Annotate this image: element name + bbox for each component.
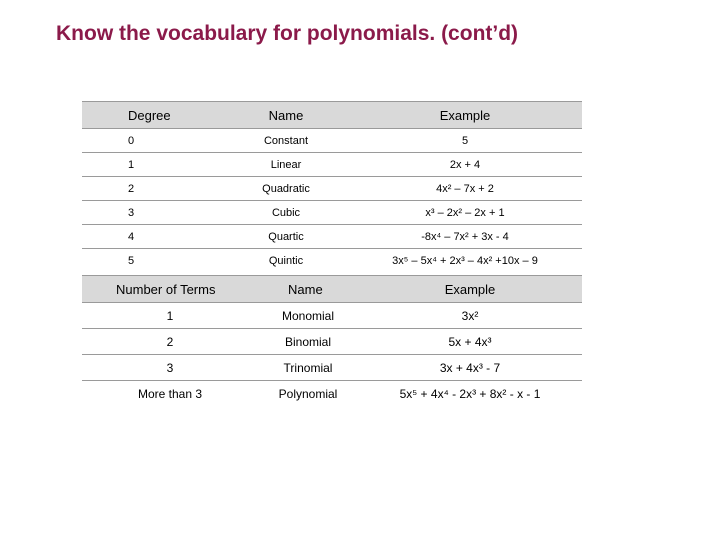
name-cell: Quintic xyxy=(268,254,304,267)
table-row xyxy=(82,153,582,177)
example-cell: 2x + 4 xyxy=(348,153,582,177)
header-degree: Degree xyxy=(82,102,224,129)
terms-cell: 1 xyxy=(82,303,258,329)
name-cell: Cubic xyxy=(224,201,348,225)
terms-table-header xyxy=(82,276,582,303)
example-cell: 5x⁵ + 4x⁴ - 2x³ + 8x² - x - 1 xyxy=(399,386,541,401)
table-row xyxy=(82,177,582,201)
degree-table-header xyxy=(82,102,582,129)
example-cell: 3x⁵ – 5x⁴ + 2x³ – 4x² +10x – 9 xyxy=(392,254,538,267)
table-row xyxy=(82,355,582,381)
table-row xyxy=(82,225,582,249)
degree-cell: 4 xyxy=(82,225,224,249)
degree-cell: 3 xyxy=(82,201,224,225)
example-cell: 3x + 4x³ - 7 xyxy=(358,355,582,381)
name-cell: Polynomial xyxy=(278,386,338,401)
example-cell: -8x⁴ – 7x² + 3x - 4 xyxy=(348,225,582,249)
degree-table xyxy=(82,101,582,272)
header-example: Example xyxy=(348,102,582,129)
name-cell: Binomial xyxy=(258,329,358,355)
name-cell: Quartic xyxy=(224,225,348,249)
terms-cell: More than 3 xyxy=(137,386,203,401)
degree-cell: 0 xyxy=(82,129,224,153)
table-row xyxy=(82,249,582,273)
header-name: Name xyxy=(258,276,358,303)
table-row xyxy=(82,329,582,355)
name-cell: Constant xyxy=(224,129,348,153)
terms-table xyxy=(82,275,582,406)
table-row xyxy=(82,129,582,153)
name-cell: Trinomial xyxy=(258,355,358,381)
header-number-of-terms: Number of Terms xyxy=(82,276,258,303)
name-cell: Monomial xyxy=(258,303,358,329)
name-cell: Quadratic xyxy=(224,177,348,201)
page-title: Know the vocabulary for polynomials. (cont’d) xyxy=(56,22,519,45)
degree-cell: 1 xyxy=(82,153,224,177)
name-cell: Linear xyxy=(224,153,348,177)
table-row xyxy=(82,303,582,329)
example-cell: 5x + 4x³ xyxy=(358,329,582,355)
degree-cell: 2 xyxy=(82,177,224,201)
example-cell: 5 xyxy=(348,129,582,153)
degree-cell: 5 xyxy=(128,254,135,267)
terms-cell: 3 xyxy=(82,355,258,381)
header-example: Example xyxy=(358,276,582,303)
table-row xyxy=(82,201,582,225)
header-name: Name xyxy=(224,102,348,129)
table-row xyxy=(82,381,582,407)
example-cell: 3x² xyxy=(358,303,582,329)
terms-cell: 2 xyxy=(82,329,258,355)
example-cell: 4x² – 7x + 2 xyxy=(348,177,582,201)
example-cell: x³ – 2x² – 2x + 1 xyxy=(348,201,582,225)
